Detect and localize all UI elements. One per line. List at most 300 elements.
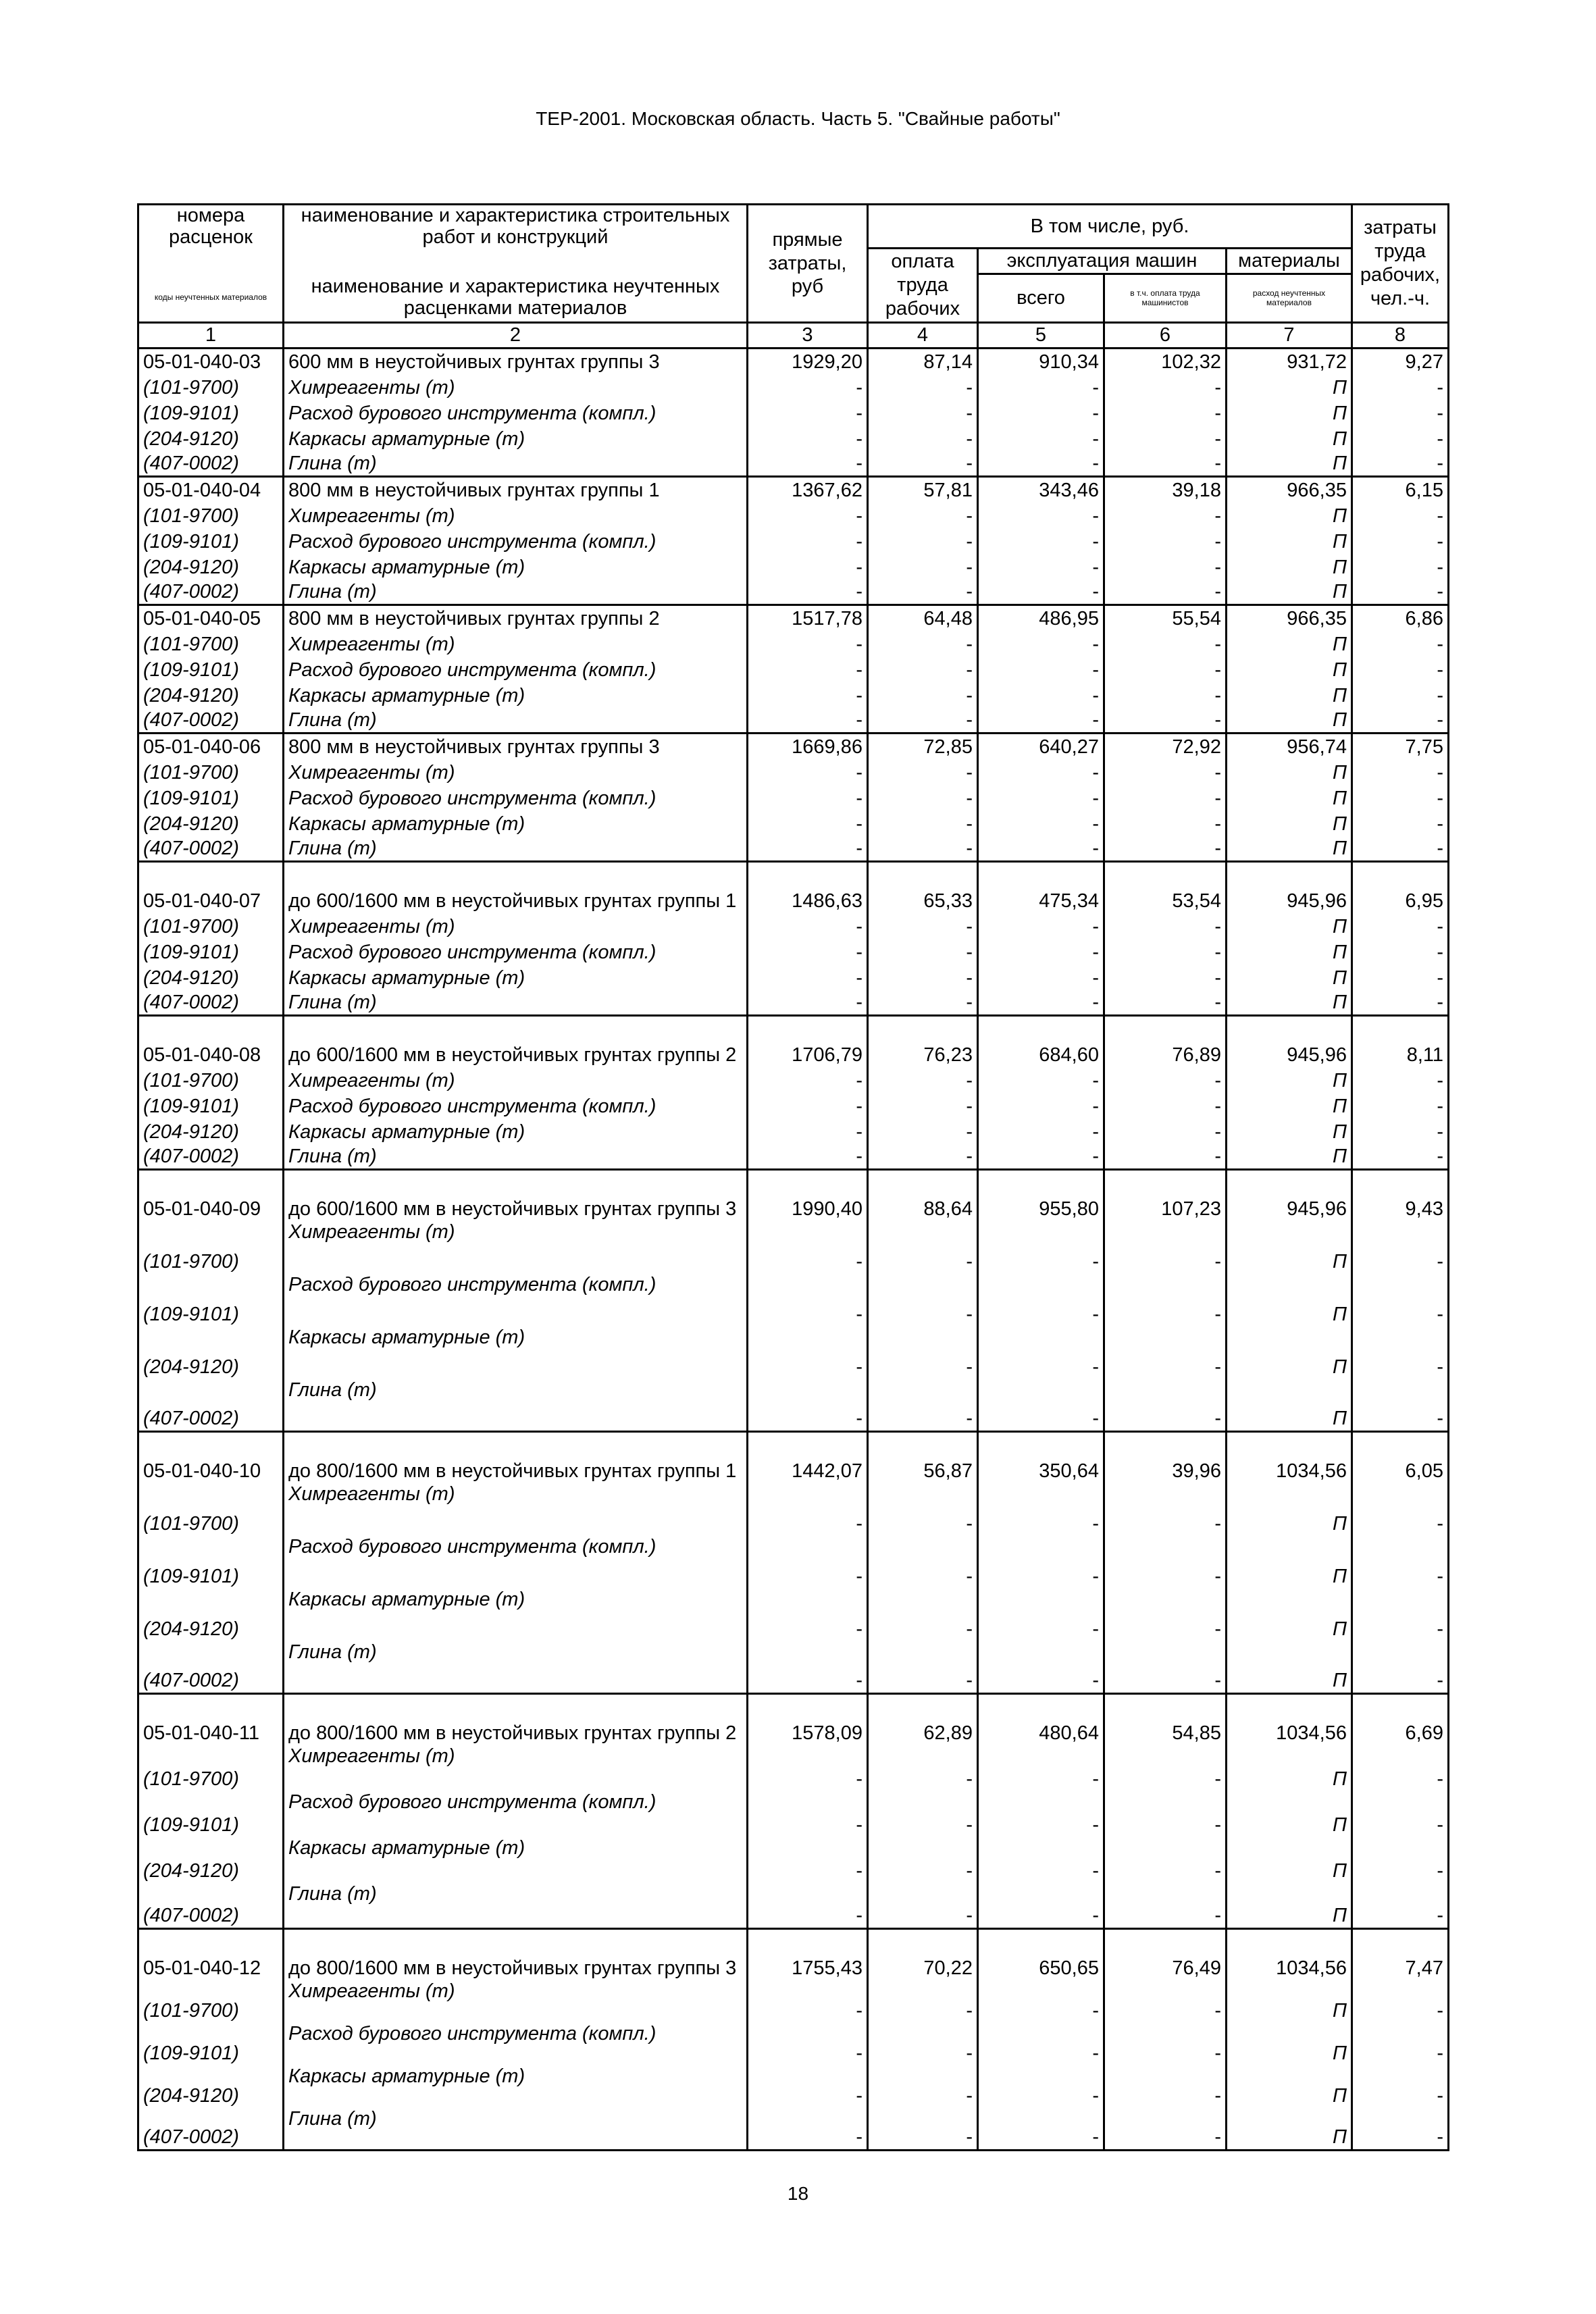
header-machines-total: всего [978,274,1104,323]
material-mach-total: - [978,682,1104,707]
material-mach-total: - [978,528,1104,553]
rate-materials: 966,35 [1227,476,1352,502]
rate-labor: 6,15 [1352,476,1449,502]
material-row [138,1745,1449,1791]
rate-row [138,1928,1449,1980]
material-labor: - [1352,2107,1449,2150]
material-materials: П [1227,1118,1352,1143]
material-labor-pay: - [868,1791,978,1836]
material-materials: П [1227,835,1352,861]
material-row [138,1836,1449,1882]
material-mach-total: - [978,1882,1104,1928]
material-row [138,784,1449,810]
material-mach-drivers: - [1104,810,1227,835]
material-materials: П [1227,2065,1352,2107]
material-mach-total: - [978,989,1104,1015]
material-direct: - [748,1483,868,1535]
material-code: (101-9700) [138,912,284,938]
rate-code: 05-01-040-07 [138,861,284,912]
rate-mach-total: 684,60 [978,1015,1104,1066]
material-labor-pay: - [868,1535,978,1588]
material-materials: П [1227,1535,1352,1588]
material-mach-drivers: - [1104,938,1227,964]
material-row [138,2107,1449,2150]
material-materials: П [1227,2107,1352,2150]
material-labor: - [1352,964,1449,989]
material-mach-total: - [978,1326,1104,1379]
material-labor: - [1352,707,1449,733]
material-labor: - [1352,1118,1449,1143]
material-row [138,1379,1449,1431]
column-number: 3 [748,323,868,349]
material-mach-total: - [978,630,1104,656]
material-mach-drivers: - [1104,1535,1227,1588]
material-mach-total: - [978,1791,1104,1836]
rate-name: 800 мм в неустойчивых грунтах группы 2 [284,605,748,630]
material-labor: - [1352,1745,1449,1791]
material-direct: - [748,1588,868,1641]
material-row [138,630,1449,656]
material-materials: П [1227,1745,1352,1791]
material-materials: П [1227,1273,1352,1326]
material-mach-total: - [978,964,1104,989]
material-mach-total: - [978,1220,1104,1273]
material-labor: - [1352,810,1449,835]
material-code: (204-9120) [138,682,284,707]
material-direct: - [748,1745,868,1791]
material-materials: П [1227,784,1352,810]
rate-direct: 1442,07 [748,1431,868,1483]
material-row [138,1066,1449,1092]
material-labor-pay: - [868,707,978,733]
rate-row [138,476,1449,502]
material-labor-pay: - [868,1143,978,1169]
material-code: (407-0002) [138,707,284,733]
material-mach-total: - [978,1483,1104,1535]
rate-labor: 6,69 [1352,1693,1449,1745]
material-labor-pay: - [868,502,978,528]
rate-name: 800 мм в неустойчивых грунтах группы 3 [284,733,748,759]
rate-materials: 956,74 [1227,733,1352,759]
rate-labor-pay: 88,64 [868,1169,978,1220]
material-name: Расход бурового инструмента (компл.) [284,1273,748,1326]
material-labor: - [1352,2022,1449,2065]
rate-labor-pay: 72,85 [868,733,978,759]
material-row [138,707,1449,733]
material-direct: - [748,938,868,964]
material-direct: - [748,964,868,989]
rate-code: 05-01-040-12 [138,1928,284,1980]
material-labor: - [1352,1483,1449,1535]
material-mach-drivers: - [1104,656,1227,682]
material-labor-pay: - [868,553,978,579]
material-labor-pay: - [868,451,978,476]
material-mach-drivers: - [1104,1641,1227,1693]
material-mach-drivers: - [1104,630,1227,656]
material-mach-total: - [978,451,1104,476]
material-code: (101-9700) [138,1066,284,1092]
material-labor: - [1352,938,1449,964]
material-labor-pay: - [868,810,978,835]
material-direct: - [748,682,868,707]
rate-mach-drivers: 107,23 [1104,1169,1227,1220]
material-name: Глина (т) [284,989,748,1015]
material-code: (109-9101) [138,2022,284,2065]
material-mach-total: - [978,1980,1104,2022]
rate-materials: 1034,56 [1227,1928,1352,1980]
material-mach-drivers: - [1104,707,1227,733]
material-mach-total: - [978,784,1104,810]
rate-row [138,861,1449,912]
material-labor-pay: - [868,682,978,707]
material-name: Глина (т) [284,835,748,861]
material-labor-pay: - [868,2022,978,2065]
material-labor: - [1352,2065,1449,2107]
rate-row [138,1015,1449,1066]
material-labor: - [1352,1220,1449,1273]
material-materials: П [1227,425,1352,451]
material-row [138,1220,1449,1273]
material-name: Химреагенты (т) [284,1066,748,1092]
material-direct: - [748,989,868,1015]
material-materials: П [1227,579,1352,605]
material-direct: - [748,2107,868,2150]
material-materials: П [1227,1379,1352,1431]
material-mach-drivers: - [1104,399,1227,425]
material-row [138,1980,1449,2022]
rate-code: 05-01-040-11 [138,1693,284,1745]
rate-row [138,1693,1449,1745]
material-row [138,964,1449,989]
material-mach-total: - [978,2107,1104,2150]
rate-direct: 1706,79 [748,1015,868,1066]
rate-mach-drivers: 55,54 [1104,605,1227,630]
material-labor: - [1352,374,1449,399]
material-mach-total: - [978,1745,1104,1791]
material-code: (109-9101) [138,528,284,553]
material-code: (101-9700) [138,1220,284,1273]
material-labor: - [1352,1882,1449,1928]
material-row [138,399,1449,425]
material-labor: - [1352,579,1449,605]
material-name: Каркасы арматурные (т) [284,1588,748,1641]
material-row [138,502,1449,528]
material-code: (109-9101) [138,1791,284,1836]
material-mach-drivers: - [1104,1745,1227,1791]
material-mach-drivers: - [1104,1092,1227,1118]
rate-materials: 931,72 [1227,348,1352,374]
material-row [138,656,1449,682]
material-labor: - [1352,1980,1449,2022]
material-code: (407-0002) [138,2107,284,2150]
material-code: (101-9700) [138,1980,284,2022]
material-mach-drivers: - [1104,682,1227,707]
material-materials: П [1227,964,1352,989]
rate-name: 600 мм в неустойчивых грунтах группы 3 [284,348,748,374]
material-direct: - [748,630,868,656]
material-mach-drivers: - [1104,451,1227,476]
material-labor: - [1352,1066,1449,1092]
rate-mach-drivers: 39,96 [1104,1431,1227,1483]
material-row [138,528,1449,553]
material-direct: - [748,1379,868,1431]
material-name: Химреагенты (т) [284,1745,748,1791]
material-name: Химреагенты (т) [284,374,748,399]
material-code: (101-9700) [138,374,284,399]
material-row [138,759,1449,784]
rate-labor: 9,43 [1352,1169,1449,1220]
material-mach-total: - [978,912,1104,938]
material-mach-total: - [978,1641,1104,1693]
material-labor: - [1352,1641,1449,1693]
material-name: Каркасы арматурные (т) [284,810,748,835]
rate-code: 05-01-040-08 [138,1015,284,1066]
material-row [138,374,1449,399]
material-direct: - [748,2065,868,2107]
material-row [138,2022,1449,2065]
material-code: (204-9120) [138,1326,284,1379]
column-number: 5 [978,323,1104,349]
rate-labor: 6,95 [1352,861,1449,912]
rate-code: 05-01-040-10 [138,1431,284,1483]
material-mach-total: - [978,2022,1104,2065]
column-number: 8 [1352,323,1449,349]
material-code: (204-9120) [138,964,284,989]
material-mach-drivers: - [1104,1791,1227,1836]
material-mach-drivers: - [1104,2107,1227,2150]
material-row [138,938,1449,964]
material-code: (101-9700) [138,1483,284,1535]
material-name: Химреагенты (т) [284,1220,748,1273]
material-materials: П [1227,1836,1352,1882]
rate-direct: 1486,63 [748,861,868,912]
column-number: 7 [1227,323,1352,349]
material-mach-drivers: - [1104,1379,1227,1431]
material-labor-pay: - [868,989,978,1015]
rate-row [138,348,1449,374]
material-labor: - [1352,1143,1449,1169]
rate-direct: 1517,78 [748,605,868,630]
rate-materials: 945,96 [1227,861,1352,912]
material-direct: - [748,1791,868,1836]
material-mach-drivers: - [1104,425,1227,451]
material-name: Глина (т) [284,579,748,605]
material-mach-total: - [978,1273,1104,1326]
material-labor: - [1352,1588,1449,1641]
material-mach-drivers: - [1104,784,1227,810]
column-numbers-row [138,323,1449,349]
material-name: Глина (т) [284,1882,748,1928]
material-direct: - [748,759,868,784]
rate-name: до 800/1600 мм в неустойчивых грунтах группы 2 [284,1693,748,1745]
material-materials: П [1227,1092,1352,1118]
material-mach-drivers: - [1104,964,1227,989]
material-materials: П [1227,374,1352,399]
material-labor-pay: - [868,1273,978,1326]
material-code: (101-9700) [138,630,284,656]
rate-labor-pay: 76,23 [868,1015,978,1066]
header-codes-bottom: коды неучтенных материалов [138,274,284,323]
material-labor-pay: - [868,964,978,989]
material-name: Каркасы арматурные (т) [284,1118,748,1143]
rate-name: до 600/1600 мм в неустойчивых грунтах группы 1 [284,861,748,912]
material-mach-total: - [978,938,1104,964]
material-materials: П [1227,2022,1352,2065]
material-materials: П [1227,1220,1352,1273]
material-name: Химреагенты (т) [284,912,748,938]
rate-direct: 1367,62 [748,476,868,502]
rate-row [138,1169,1449,1220]
material-materials: П [1227,1980,1352,2022]
material-name: Каркасы арматурные (т) [284,682,748,707]
rate-labor: 6,05 [1352,1431,1449,1483]
material-code: (101-9700) [138,1745,284,1791]
material-direct: - [748,1641,868,1693]
material-code: (109-9101) [138,1092,284,1118]
material-labor-pay: - [868,912,978,938]
material-mach-drivers: - [1104,1220,1227,1273]
rate-mach-total: 640,27 [978,733,1104,759]
material-labor-pay: - [868,425,978,451]
material-direct: - [748,1882,868,1928]
material-code: (407-0002) [138,1143,284,1169]
material-labor-pay: - [868,1326,978,1379]
material-labor-pay: - [868,938,978,964]
material-name: Расход бурового инструмента (компл.) [284,2022,748,2065]
material-name: Расход бурового инструмента (компл.) [284,1791,748,1836]
material-code: (407-0002) [138,835,284,861]
material-materials: П [1227,553,1352,579]
header-machines: эксплуатация машин [978,249,1227,274]
rate-mach-total: 910,34 [978,348,1104,374]
rate-labor-pay: 65,33 [868,861,978,912]
material-name: Расход бурового инструмента (компл.) [284,1092,748,1118]
material-labor: - [1352,630,1449,656]
material-materials: П [1227,1588,1352,1641]
material-name: Расход бурового инструмента (компл.) [284,399,748,425]
material-row [138,835,1449,861]
material-mach-drivers: - [1104,528,1227,553]
material-labor-pay: - [868,656,978,682]
material-direct: - [748,553,868,579]
material-mach-drivers: - [1104,1836,1227,1882]
header-including: В том числе, руб. [868,205,1352,249]
material-labor: - [1352,835,1449,861]
material-direct: - [748,912,868,938]
material-mach-total: - [978,553,1104,579]
material-code: (109-9101) [138,1535,284,1588]
material-mach-total: - [978,835,1104,861]
material-materials: П [1227,989,1352,1015]
material-mach-drivers: - [1104,835,1227,861]
material-materials: П [1227,682,1352,707]
material-row [138,1641,1449,1693]
material-labor: - [1352,425,1449,451]
material-labor: - [1352,399,1449,425]
material-code: (109-9101) [138,1273,284,1326]
rate-mach-total: 955,80 [978,1169,1104,1220]
material-mach-total: - [978,425,1104,451]
material-direct: - [748,374,868,399]
material-mach-drivers: - [1104,1980,1227,2022]
rate-mach-drivers: 102,32 [1104,348,1227,374]
rate-labor-pay: 87,14 [868,348,978,374]
material-labor-pay: - [868,630,978,656]
material-materials: П [1227,912,1352,938]
material-mach-drivers: - [1104,553,1227,579]
material-labor: - [1352,682,1449,707]
material-direct: - [748,451,868,476]
material-row [138,810,1449,835]
material-name: Расход бурового инструмента (компл.) [284,656,748,682]
material-labor-pay: - [868,399,978,425]
material-code: (204-9120) [138,553,284,579]
material-mach-drivers: - [1104,1118,1227,1143]
page-number: 18 [787,2183,809,2204]
material-code: (204-9120) [138,1118,284,1143]
material-row [138,451,1449,476]
material-labor-pay: - [868,784,978,810]
material-mach-drivers: - [1104,1882,1227,1928]
material-direct: - [748,1535,868,1588]
material-mach-total: - [978,1535,1104,1588]
material-direct: - [748,1143,868,1169]
material-code: (109-9101) [138,938,284,964]
material-mach-total: - [978,579,1104,605]
material-code: (101-9700) [138,759,284,784]
material-materials: П [1227,707,1352,733]
material-direct: - [748,656,868,682]
rate-direct: 1578,09 [748,1693,868,1745]
rate-materials: 945,96 [1227,1015,1352,1066]
material-materials: П [1227,938,1352,964]
material-mach-drivers: - [1104,2022,1227,2065]
material-materials: П [1227,1882,1352,1928]
material-mach-total: - [978,502,1104,528]
material-labor: - [1352,1535,1449,1588]
rate-mach-total: 343,46 [978,476,1104,502]
material-mach-drivers: - [1104,989,1227,1015]
material-row [138,912,1449,938]
material-code: (204-9120) [138,1836,284,1882]
material-direct: - [748,835,868,861]
material-mach-total: - [978,707,1104,733]
rate-direct: 1929,20 [748,348,868,374]
material-materials: П [1227,1143,1352,1169]
material-mach-total: - [978,759,1104,784]
rate-labor-pay: 64,48 [868,605,978,630]
material-labor-pay: - [868,1483,978,1535]
material-row [138,1535,1449,1588]
material-labor: - [1352,502,1449,528]
material-mach-drivers: - [1104,1588,1227,1641]
material-code: (204-9120) [138,810,284,835]
material-mach-drivers: - [1104,2065,1227,2107]
material-mach-drivers: - [1104,1066,1227,1092]
material-name: Химреагенты (т) [284,502,748,528]
rate-code: 05-01-040-06 [138,733,284,759]
material-mach-drivers: - [1104,1143,1227,1169]
material-code: (407-0002) [138,989,284,1015]
header-labor-pay: оплата труда рабочих [868,249,978,323]
rate-direct: 1755,43 [748,1928,868,1980]
rate-labor-pay: 57,81 [868,476,978,502]
material-labor-pay: - [868,2065,978,2107]
material-name: Каркасы арматурные (т) [284,1326,748,1379]
material-name: Расход бурового инструмента (компл.) [284,1535,748,1588]
material-mach-drivers: - [1104,1273,1227,1326]
material-labor: - [1352,912,1449,938]
